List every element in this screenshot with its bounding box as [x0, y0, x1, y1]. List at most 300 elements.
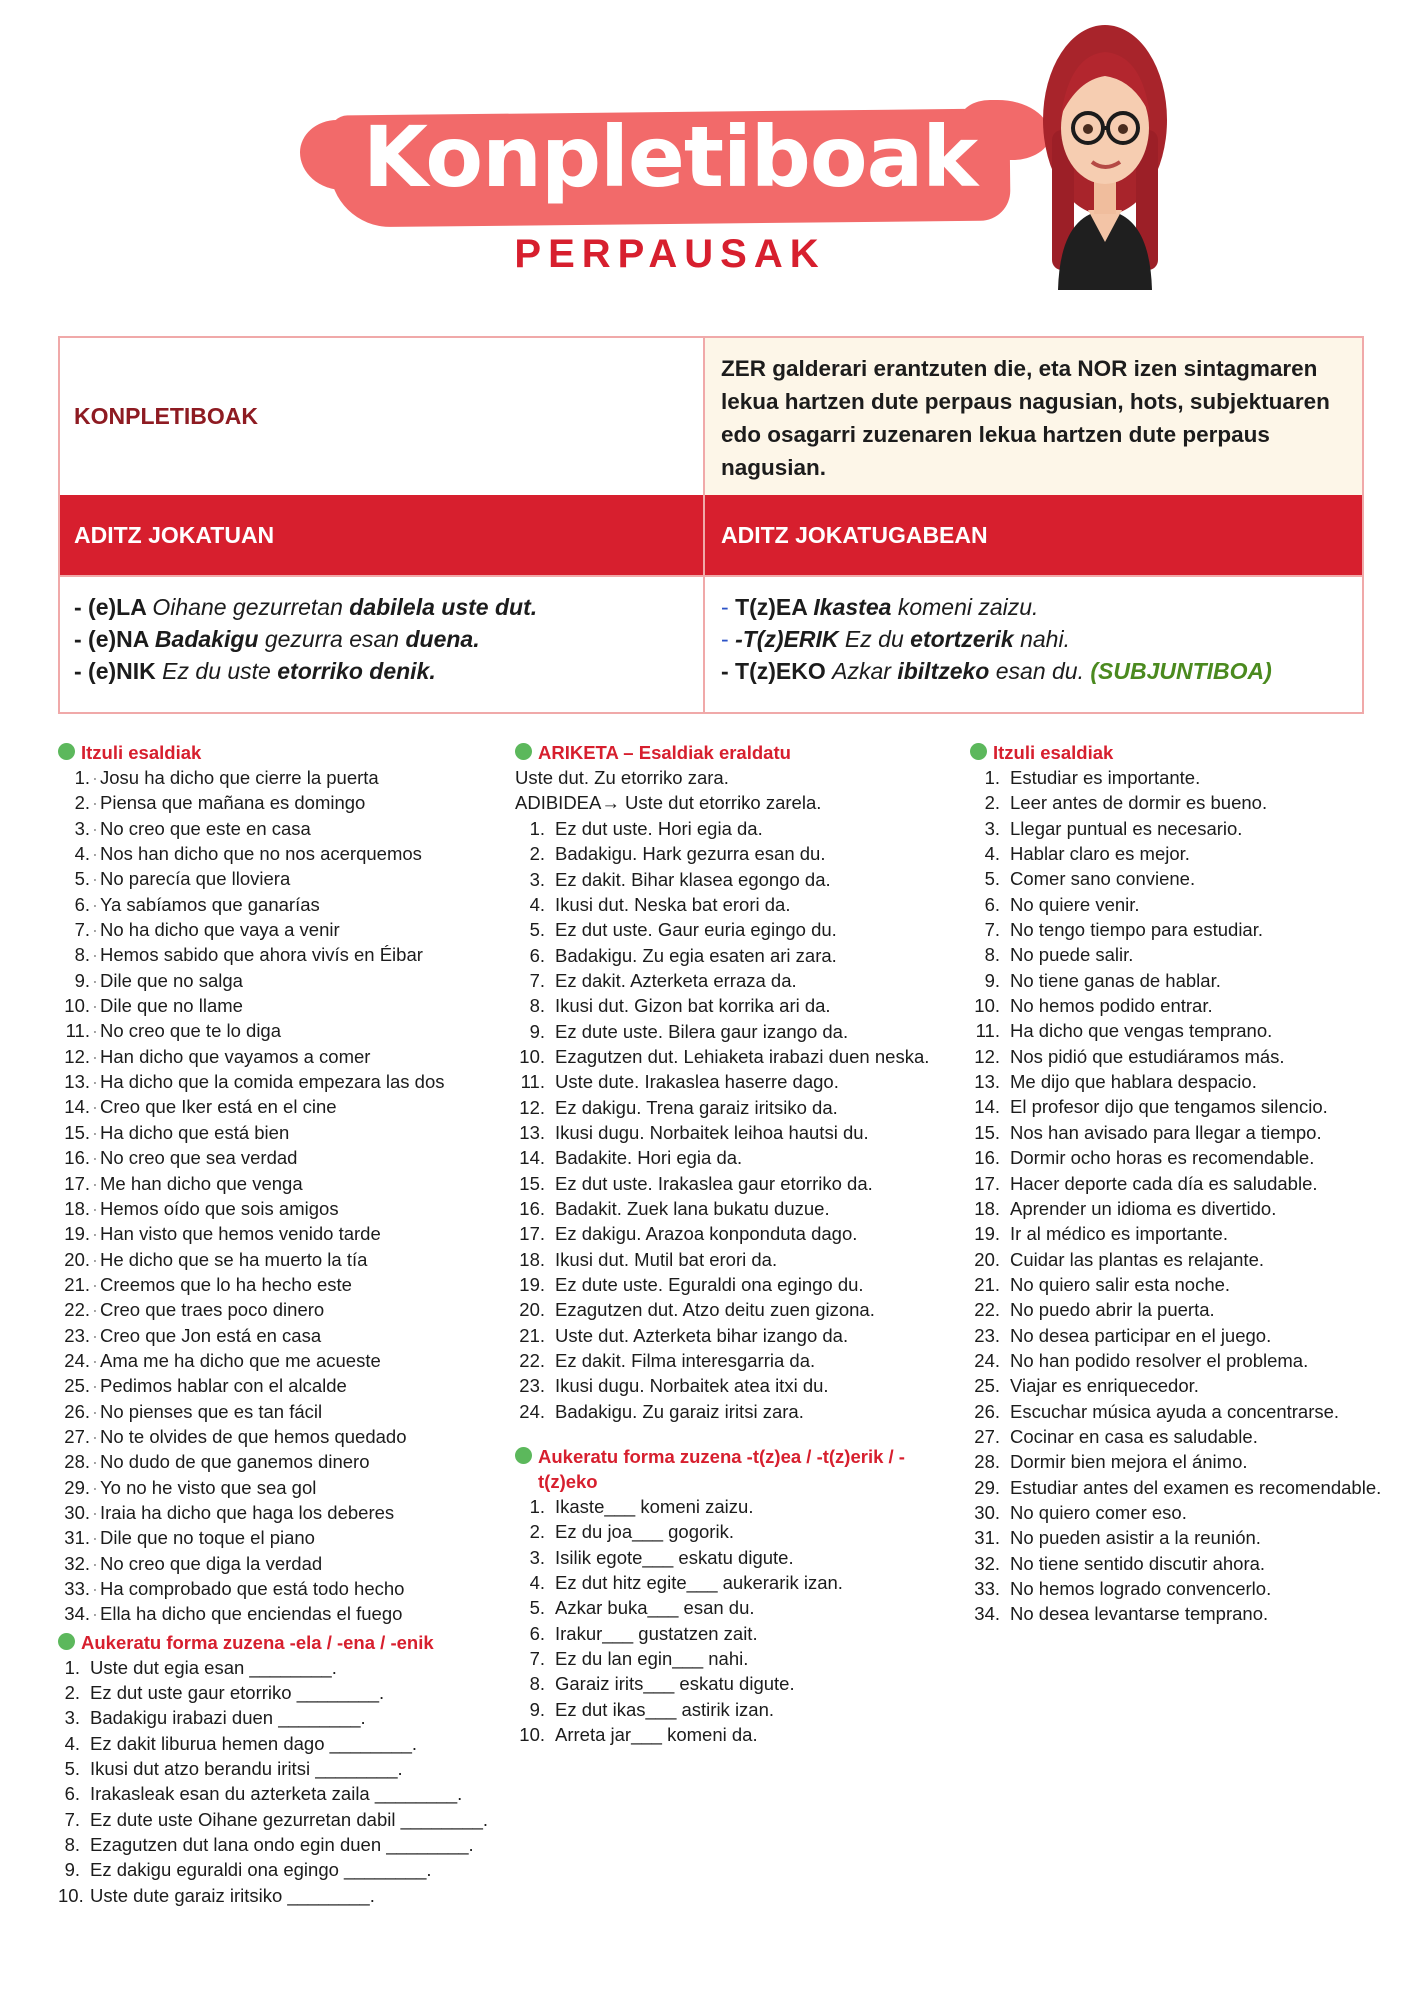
- list-number: 10.: [519, 1045, 545, 1067]
- list-item: [58, 1655, 498, 1680]
- list-number: 13.: [519, 1121, 545, 1143]
- list-item: 7. · No ha dicho que vaya a venir: [58, 917, 498, 942]
- list-item: [515, 1247, 955, 1272]
- list-item-text: Nos pidió que estudiáramos más.: [1010, 1045, 1285, 1067]
- list-number: 15.: [64, 1121, 90, 1143]
- transform-list: [515, 816, 955, 1424]
- list-item-text: Nos han avisado para llegar a tiempo.: [1010, 1121, 1322, 1143]
- bullet-icon: [515, 743, 532, 760]
- list-item-text: No hemos podido entrar.: [1010, 995, 1213, 1017]
- list-item-text: No creo que diga la verdad: [100, 1552, 323, 1574]
- list-item-text: Dormir bien mejora el ánimo.: [1010, 1451, 1248, 1473]
- section-heading: Aukeratu forma zuzena -ela / -ena / -enik: [58, 1630, 498, 1655]
- list-item-text: Badakigu. Zu garaiz iritsi zara.: [555, 1400, 804, 1422]
- list-item: [58, 1857, 498, 1882]
- list-item-text: Ikusi dut. Mutil bat erori da.: [555, 1248, 778, 1270]
- list-number: 9.: [64, 1859, 80, 1881]
- list-item-text: Ez dakit liburua hemen dago ________.: [90, 1732, 418, 1754]
- list-number: 20.: [974, 1248, 1000, 1270]
- list-item: 31. · Dile que no toque el piano: [58, 1525, 498, 1550]
- list-item: [515, 867, 955, 892]
- example-line: - -T(z)ERIK Ez du etortzerik nahi.: [721, 626, 1070, 652]
- list-item-text: No tiene sentido discutir ahora.: [1010, 1552, 1266, 1574]
- table-header-left: ADITZ JOKATUAN: [60, 495, 703, 575]
- list-item-text: Uste dut egia esan ________.: [90, 1656, 337, 1678]
- list-item: [515, 1373, 955, 1398]
- list-item: [58, 1705, 498, 1730]
- list-item-text: Hablar claro es mejor.: [1010, 843, 1190, 865]
- list-item: 12. · Han dicho que vayamos a comer: [58, 1044, 498, 1069]
- list-item-text: No puede salir.: [1010, 944, 1134, 966]
- list-item: [515, 1221, 955, 1246]
- list-number: 28.: [64, 1451, 90, 1473]
- list-number: 19.: [64, 1223, 90, 1245]
- list-item: 2. · Piensa que mañana es domingo: [58, 790, 498, 815]
- list-item: [970, 790, 1410, 815]
- list-item: [515, 1595, 955, 1620]
- list-item: [970, 1221, 1410, 1246]
- list-number: 3.: [529, 868, 545, 890]
- exercise-example: ADIBIDEA→ Uste dut etorriko zarela.: [515, 792, 822, 814]
- list-item-text: Ikusi dugu. Norbaitek leihoa hautsi du.: [555, 1121, 869, 1143]
- example-line: - (e)LA Oihane gezurretan dabilela uste dut.: [74, 594, 538, 620]
- list-item-text: Ezagutzen dut. Atzo deitu zuen gizona.: [555, 1299, 875, 1321]
- list-item-text: Uste dute. Irakaslea haserre dago.: [555, 1071, 839, 1093]
- bullet-icon: [970, 743, 987, 760]
- list-item-text: Ezagutzen dut. Lehiaketa irabazi duen neska.: [555, 1045, 930, 1067]
- list-item: [970, 1551, 1410, 1576]
- list-number: 33.: [974, 1578, 1000, 1599]
- list-item-text: Ha dicho que la comida empezara las dos: [100, 1071, 445, 1093]
- list-item: 24. · Ama me ha dicho que me acueste: [58, 1348, 498, 1373]
- list-item: 28. · No dudo de que ganemos dinero: [58, 1449, 498, 1474]
- list-item: 3. · No creo que este en casa: [58, 816, 498, 841]
- list-item: 21. · Creemos que lo ha hecho este: [58, 1272, 498, 1297]
- list-number: 9.: [529, 1020, 545, 1042]
- list-item: [58, 1680, 498, 1705]
- list-item-text: He dicho que se ha muerto la tía: [100, 1248, 368, 1270]
- list-number: 5.: [529, 1597, 545, 1619]
- list-item-text: Dile que no llame: [100, 995, 243, 1017]
- list-item-text: Creemos que lo ha hecho este: [100, 1273, 352, 1295]
- list-item: [970, 1525, 1410, 1550]
- list-number: 9.: [74, 969, 90, 991]
- list-item-text: Ez dakigu. Arazoa konponduta dago.: [555, 1223, 858, 1245]
- list-item: [970, 1601, 1410, 1626]
- list-number: 13.: [974, 1071, 1000, 1093]
- list-item: [515, 1196, 955, 1221]
- list-item-text: Me han dicho que venga: [100, 1172, 303, 1194]
- list-number: 22.: [64, 1299, 90, 1321]
- list-item: [515, 1069, 955, 1094]
- list-number: 14.: [64, 1096, 90, 1118]
- list-item-text: Ez dute uste Oihane gezurretan dabil ________.: [90, 1808, 489, 1830]
- example-line: - T(z)EKO Azkar ibiltzeko esan du. (SUBJUNTIBOA): [721, 658, 1272, 684]
- list-number: 31.: [974, 1527, 1000, 1549]
- list-item: [515, 1171, 955, 1196]
- list-number: 1.: [984, 767, 1000, 788]
- list-item-text: Ezagutzen dut lana ondo egin duen ________.: [90, 1834, 474, 1856]
- list-item: [515, 841, 955, 866]
- list-number: 30.: [974, 1501, 1000, 1523]
- list-item: 15. · Ha dicho que está bien: [58, 1120, 498, 1145]
- list-number: 21.: [974, 1273, 1000, 1295]
- list-number: 6.: [529, 944, 545, 966]
- list-number: 1.: [529, 817, 545, 839]
- list-number: 4.: [64, 1732, 80, 1754]
- teacher-avatar-illustration: [1030, 10, 1180, 290]
- list-item: [58, 1807, 498, 1832]
- list-item: [515, 1120, 955, 1145]
- list-item: [515, 943, 955, 968]
- list-item-text: Dormir ocho horas es recomendable.: [1010, 1147, 1315, 1169]
- example-line: - T(z)EA Ikastea komeni zaizu.: [721, 594, 1039, 620]
- list-item-text: No hemos logrado convencerlo.: [1010, 1578, 1272, 1599]
- list-item-text: Azkar buka___ esan du.: [555, 1597, 755, 1619]
- list-number: 9.: [529, 1698, 545, 1720]
- list-item: [515, 1722, 955, 1747]
- list-item: 26. · No pienses que es tan fácil: [58, 1399, 498, 1424]
- list-item-text: Nos han dicho que no nos acerquemos: [100, 843, 422, 865]
- list-item-text: Me dijo que hablara despacio.: [1010, 1071, 1257, 1093]
- list-item: [970, 892, 1410, 917]
- list-number: 8.: [529, 995, 545, 1017]
- list-number: 2.: [529, 843, 545, 865]
- list-number: 16.: [519, 1197, 545, 1219]
- list-number: 10.: [64, 995, 90, 1017]
- list-item-text: Piensa que mañana es domingo: [100, 792, 366, 814]
- section-heading: ARIKETA – Esaldiak eraldatu: [515, 740, 955, 765]
- list-number: 33.: [64, 1578, 90, 1599]
- list-item: 22. · Creo que traes poco dinero: [58, 1297, 498, 1322]
- section-heading: Aukeratu forma zuzena -t(z)ea / -t(z)erik / -t(z)eko: [515, 1444, 935, 1494]
- list-item: [970, 816, 1410, 841]
- list-number: 19.: [974, 1223, 1000, 1245]
- list-item-text: Creo que Iker está en el cine: [100, 1096, 337, 1118]
- list-item-text: Leer antes de dormir es bueno.: [1010, 792, 1268, 814]
- list-item-text: Ikusi dugu. Norbaitek atea itxi du.: [555, 1375, 829, 1397]
- list-number: 17.: [974, 1172, 1000, 1194]
- list-item: [970, 942, 1410, 967]
- list-item: [970, 1171, 1410, 1196]
- list-item: [970, 1094, 1410, 1119]
- list-item-text: Ez dut hitz egite___ aukerarik izan.: [555, 1572, 843, 1594]
- list-item-text: Comer sano conviene.: [1010, 868, 1196, 890]
- list-item-text: Garaiz irits___ eskatu digute.: [555, 1673, 795, 1695]
- list-number: 12.: [519, 1096, 545, 1118]
- fill-blank-list: [515, 1494, 955, 1747]
- table-header-right: ADITZ JOKATUGABEAN: [703, 495, 1362, 575]
- list-number: 6.: [74, 893, 90, 915]
- list-number: 2.: [74, 792, 90, 814]
- list-item-text: Escuchar música ayuda a concentrarse.: [1010, 1400, 1340, 1422]
- list-item: 34. · Ella ha dicho que enciendas el fuego: [58, 1601, 498, 1626]
- list-number: 1.: [64, 1656, 80, 1678]
- list-item-text: Creo que traes poco dinero: [100, 1299, 325, 1321]
- list-number: 7.: [64, 1808, 80, 1830]
- list-item: 6. · Ya sabíamos que ganarías: [58, 892, 498, 917]
- list-number: 2.: [529, 1521, 545, 1543]
- list-item-text: No tengo tiempo para estudiar.: [1010, 919, 1263, 941]
- section-heading: Itzuli esaldiak: [970, 740, 1410, 765]
- list-item-text: Uste dut. Azterketa bihar izango da.: [555, 1324, 849, 1346]
- list-number: 10.: [974, 995, 1000, 1017]
- list-item: [58, 1832, 498, 1857]
- list-item-text: Han dicho que vayamos a comer: [100, 1045, 371, 1067]
- list-item: [515, 1348, 955, 1373]
- list-number: 4.: [529, 893, 545, 915]
- list-item-text: Dile que no toque el piano: [100, 1527, 315, 1549]
- list-number: 23.: [974, 1324, 1000, 1346]
- list-item-text: Llegar puntual es necesario.: [1010, 817, 1243, 839]
- list-number: 20.: [519, 1299, 545, 1321]
- list-item: 10. · Dile que no llame: [58, 993, 498, 1018]
- list-item-text: Ez dakigu eguraldi ona egingo ________.: [90, 1859, 432, 1881]
- page-title: Konpletiboak: [362, 108, 978, 206]
- list-item-text: Han visto que hemos venido tarde: [100, 1223, 381, 1245]
- list-item: [515, 1323, 955, 1348]
- list-item: [515, 1646, 955, 1671]
- list-item-text: No creo que sea verdad: [100, 1147, 298, 1169]
- list-item: [970, 1348, 1410, 1373]
- list-number: 15.: [519, 1172, 545, 1194]
- list-number: 8.: [984, 944, 1000, 966]
- list-item: 20. · He dicho que se ha muerto la tía: [58, 1247, 498, 1272]
- list-item-text: No parecía que lloviera: [100, 868, 291, 890]
- list-item-text: Uste dute garaiz iritsiko ________.: [90, 1884, 375, 1906]
- bullet-icon: [58, 743, 75, 760]
- translate-list: [58, 765, 498, 1627]
- list-item-text: Cuidar las plantas es relajante.: [1010, 1248, 1265, 1270]
- example-line: - (e)NIK Ez du uste etorriko denik.: [74, 658, 436, 684]
- list-item-text: Ir al médico es importante.: [1010, 1223, 1228, 1245]
- list-item: [970, 1576, 1410, 1601]
- list-item: [970, 1373, 1410, 1398]
- list-number: 27.: [64, 1425, 90, 1447]
- list-item-text: Cocinar en casa es saludable.: [1010, 1425, 1258, 1447]
- list-item: [970, 993, 1410, 1018]
- list-item-text: Ha dicho que vengas temprano.: [1010, 1020, 1273, 1042]
- list-number: 16.: [974, 1147, 1000, 1169]
- list-number: 34.: [64, 1603, 90, 1625]
- list-item-text: No pueden asistir a la reunión.: [1010, 1527, 1261, 1549]
- list-item: [970, 968, 1410, 993]
- list-number: 17.: [64, 1172, 90, 1194]
- list-item-text: Ez du joa___ gogorik.: [555, 1521, 734, 1543]
- list-item: [970, 917, 1410, 942]
- list-number: 2.: [64, 1682, 80, 1704]
- list-number: 32.: [974, 1552, 1000, 1574]
- list-item: [515, 1570, 955, 1595]
- list-item: 18. · Hemos oído que sois amigos: [58, 1196, 498, 1221]
- list-item-text: No creo que este en casa: [100, 817, 311, 839]
- fill-blank-list: [58, 1655, 498, 1908]
- list-item-text: Ikaste___ komeni zaizu.: [555, 1496, 754, 1518]
- list-item: 32. · No creo que diga la verdad: [58, 1551, 498, 1576]
- list-item: [970, 1323, 1410, 1348]
- list-number: 19.: [519, 1274, 545, 1295]
- list-item-text: Ez dut uste. Gaur euria egingo du.: [555, 919, 837, 941]
- list-item-text: Josu ha dicho que cierre la puerta: [100, 767, 379, 788]
- list-item: 30. · Iraia ha dicho que haga los deberes: [58, 1500, 498, 1525]
- list-number: 8.: [64, 1834, 80, 1856]
- column-translate-2: [970, 740, 1410, 1627]
- list-number: 29.: [974, 1476, 1000, 1498]
- list-item: [515, 917, 955, 942]
- list-item-text: Irakasleak esan du azterketa zaila ________.: [90, 1783, 463, 1805]
- list-item-text: Ez dakit. Bihar klasea egongo da.: [555, 868, 831, 890]
- list-item-text: Hacer deporte cada día es saludable.: [1010, 1172, 1318, 1194]
- list-item-text: Aprender un idioma es divertido.: [1010, 1197, 1277, 1219]
- list-item: [515, 1697, 955, 1722]
- table-definition-cell: ZER galderari erantzuten die, eta NOR izen sintagmaren lekua hartzen dute perpaus nagusian, hots, subjektuaren edo osagarri zuzenaren lekua hartzen dute perpaus nagusian.: [703, 338, 1362, 495]
- list-item-text: Ez du lan egin___ nahi.: [555, 1648, 749, 1670]
- list-item-text: Estudiar antes del examen es recomendable.: [1010, 1476, 1382, 1498]
- list-item-text: Ya sabíamos que ganarías: [100, 893, 320, 915]
- list-number: 7.: [74, 919, 90, 941]
- list-item-text: Ha comprobado que está todo hecho: [100, 1578, 405, 1599]
- list-item-text: No desea participar en el juego.: [1010, 1324, 1272, 1346]
- list-item-text: Creo que Jon está en casa: [100, 1324, 322, 1346]
- list-item: [970, 1145, 1410, 1170]
- list-item: 29. · Yo no he visto que sea gol: [58, 1475, 498, 1500]
- list-number: 9.: [984, 969, 1000, 991]
- list-item: [970, 1475, 1410, 1500]
- list-number: 22.: [974, 1299, 1000, 1321]
- list-number: 20.: [64, 1248, 90, 1270]
- list-item: 11. · No creo que te lo diga: [58, 1018, 498, 1043]
- list-item: [970, 1044, 1410, 1069]
- list-item-text: Badakite. Hori egia da.: [555, 1147, 743, 1169]
- list-item: [515, 1019, 955, 1044]
- list-number: 6.: [64, 1783, 80, 1805]
- list-item: [970, 1272, 1410, 1297]
- table-conjugated-examples: [60, 575, 703, 712]
- list-item: [58, 1731, 498, 1756]
- list-number: 5.: [529, 919, 545, 941]
- bullet-icon: [515, 1447, 532, 1464]
- list-item: 19. · Han visto que hemos venido tarde: [58, 1221, 498, 1246]
- list-item: [515, 1399, 955, 1424]
- list-item: [970, 1424, 1410, 1449]
- list-item: 27. · No te olvides de que hemos quedado: [58, 1424, 498, 1449]
- list-number: 1.: [529, 1496, 545, 1518]
- list-number: 24.: [64, 1349, 90, 1371]
- list-item-text: No quiero comer eso.: [1010, 1501, 1187, 1523]
- list-item: [58, 1781, 498, 1806]
- list-item-text: Ha dicho que está bien: [100, 1121, 290, 1143]
- list-item-text: Ez dute uste. Bilera gaur izango da.: [555, 1020, 849, 1042]
- list-item: [515, 892, 955, 917]
- list-number: 7.: [984, 919, 1000, 941]
- list-item: [515, 1044, 955, 1069]
- list-item: [515, 1297, 955, 1322]
- list-item-text: No desea levantarse temprano.: [1010, 1603, 1269, 1625]
- list-item-text: Hemos sabido que ahora vivís en Éibar: [100, 944, 423, 966]
- list-number: 18.: [974, 1197, 1000, 1219]
- list-number: 3.: [984, 817, 1000, 839]
- list-item: [515, 1145, 955, 1170]
- list-number: 23.: [519, 1375, 545, 1397]
- list-item-text: Badakigu irabazi duen ________.: [90, 1707, 366, 1729]
- list-item-text: Ez dakit. Azterketa erraza da.: [555, 969, 797, 991]
- list-number: 16.: [64, 1147, 90, 1169]
- list-item-text: Irakur___ gustatzen zait.: [555, 1622, 758, 1644]
- list-item-text: Ikusi dut. Gizon bat korrika ari da.: [555, 995, 831, 1017]
- list-item: 25. · Pedimos hablar con el alcalde: [58, 1373, 498, 1398]
- list-item: 8. · Hemos sabido que ahora vivís en Éibar: [58, 942, 498, 967]
- list-item-text: No ha dicho que vaya a venir: [100, 919, 340, 941]
- list-item-text: Pedimos hablar con el alcalde: [100, 1375, 347, 1397]
- list-item-text: Badakit. Zuek lana bukatu duzue.: [555, 1197, 830, 1219]
- list-item-text: Ama me ha dicho que me acueste: [100, 1349, 381, 1371]
- list-item-text: Ikusi dut atzo berandu iritsi ________.: [90, 1758, 403, 1780]
- list-item-text: Yo no he visto que sea gol: [100, 1476, 317, 1498]
- list-number: 18.: [64, 1197, 90, 1219]
- list-number: 24.: [974, 1349, 1000, 1371]
- list-number: 2.: [984, 792, 1000, 814]
- list-item-text: No creo que te lo diga: [100, 1020, 282, 1042]
- list-item-text: Ez dakigu. Trena garaiz iritsiko da.: [555, 1096, 838, 1118]
- list-item: 4. · Nos han dicho que no nos acerquemos: [58, 841, 498, 866]
- example-line: - (e)NA Badakigu gezurra esan duena.: [74, 626, 480, 652]
- list-item: [515, 1272, 955, 1297]
- page-subtitle: PERPAUSAK: [514, 232, 826, 276]
- list-item: [970, 1069, 1410, 1094]
- list-number: 26.: [64, 1400, 90, 1422]
- list-item: [970, 1018, 1410, 1043]
- list-number: 17.: [519, 1223, 545, 1245]
- list-number: 18.: [519, 1248, 545, 1270]
- list-item-text: Arreta jar___ komeni da.: [555, 1724, 758, 1746]
- list-item: [58, 1883, 498, 1908]
- list-number: 14.: [519, 1147, 545, 1169]
- list-number: 3.: [529, 1546, 545, 1568]
- list-number: 5.: [984, 868, 1000, 890]
- list-number: 29.: [64, 1476, 90, 1498]
- list-item-text: No pienses que es tan fácil: [100, 1400, 323, 1422]
- list-number: 12.: [974, 1045, 1000, 1067]
- list-number: 30.: [64, 1501, 90, 1523]
- list-item: 9. · Dile que no salga: [58, 968, 498, 993]
- list-item-text: Ez dut uste gaur etorriko ________.: [90, 1682, 385, 1704]
- list-item-text: No te olvides de que hemos quedado: [100, 1425, 407, 1447]
- list-number: 11.: [65, 1020, 90, 1042]
- list-item: 1. · Josu ha dicho que cierre la puerta: [58, 765, 498, 790]
- list-number: 21.: [519, 1324, 545, 1346]
- list-item-text: Hemos oído que sois amigos: [100, 1197, 339, 1219]
- list-number: 27.: [974, 1425, 1000, 1447]
- list-item-text: No quiero salir esta noche.: [1010, 1273, 1231, 1295]
- list-number: 32.: [64, 1552, 90, 1574]
- list-item-text: El profesor dijo que tengamos silencio.: [1010, 1096, 1328, 1118]
- translate-list: [970, 765, 1410, 1627]
- list-item: [515, 1494, 955, 1519]
- table-nonconjugated-examples: [703, 575, 1362, 712]
- list-item-text: Ez dakit. Filma interesgarria da.: [555, 1350, 816, 1372]
- list-item: 13. · Ha dicho que la comida empezara las dos: [58, 1069, 498, 1094]
- list-number: 5.: [74, 868, 90, 890]
- list-item-text: No puedo abrir la puerta.: [1010, 1299, 1215, 1321]
- exercise-intro: Uste dut. Zu etorriko zara.: [515, 767, 729, 788]
- list-number: 10.: [519, 1724, 545, 1746]
- bullet-icon: [58, 1633, 75, 1650]
- konpletiboak-table: [58, 336, 1364, 714]
- list-item: [970, 765, 1410, 790]
- list-item-text: Isilik egote___ eskatu digute.: [555, 1546, 794, 1568]
- list-number: 11.: [975, 1020, 1000, 1042]
- list-number: 13.: [64, 1071, 90, 1093]
